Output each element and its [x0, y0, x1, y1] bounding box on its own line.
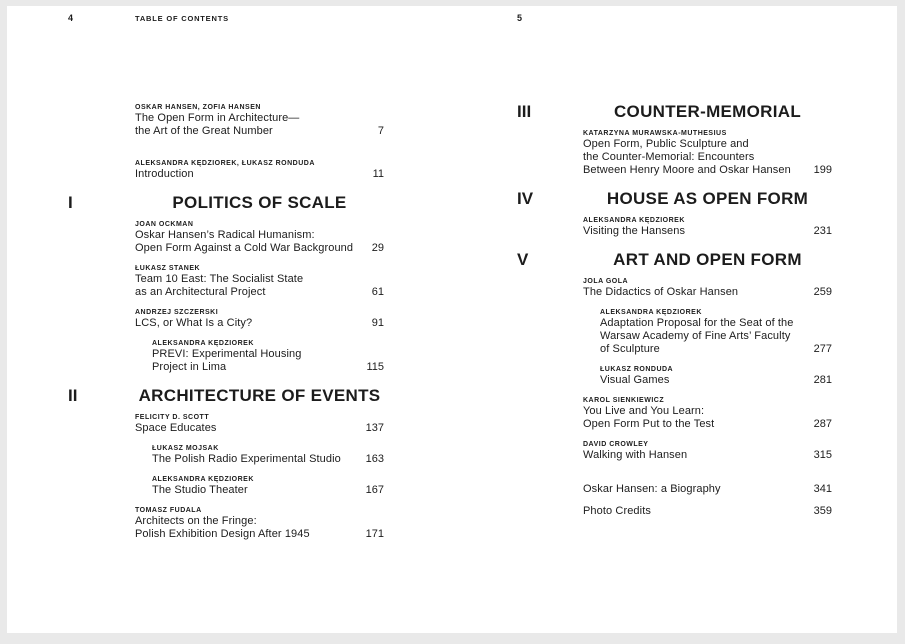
entry-author: ALEKSANDRA KĘDZIOREK	[600, 309, 702, 316]
toc-entry	[152, 339, 384, 374]
toc-entry	[583, 440, 832, 462]
entry-author: ŁUKASZ MOJSAK	[152, 445, 219, 452]
entry-page-number: 231	[813, 225, 832, 237]
entry-title-line: Polish Exhibition Design After 1945	[135, 528, 310, 540]
entry-page-number: 7	[377, 125, 384, 137]
entry-page-number: 287	[813, 418, 832, 430]
entry-row	[135, 422, 384, 435]
entry-page-number: 171	[365, 528, 384, 540]
entry-row	[600, 374, 832, 387]
entry-page-number: 315	[813, 449, 832, 461]
entry-row	[135, 317, 384, 330]
entry-author: ALEKSANDRA KĘDZIOREK	[152, 340, 254, 347]
toc-entry	[135, 103, 384, 138]
entry-author: JOAN OCKMAN	[135, 221, 194, 228]
section-numeral: I	[68, 193, 73, 212]
entry-title-line: Open Form, Public Sculpture and	[583, 138, 749, 150]
entry-title	[135, 168, 367, 181]
toc-section-heading	[517, 189, 832, 208]
section-title: POLITICS OF SCALE	[172, 193, 347, 212]
entry-row	[583, 286, 832, 299]
toc-entry	[135, 308, 384, 330]
toc-entry	[152, 444, 384, 466]
entry-author: DAVID CROWLEY	[583, 441, 649, 448]
entry-title	[583, 483, 808, 496]
entry-row	[135, 112, 384, 138]
toc-entry	[600, 308, 832, 356]
entry-title	[152, 348, 360, 374]
entry-title	[583, 286, 808, 299]
entry-title-line: Architects on the Fringe:	[135, 515, 257, 527]
entry-title	[583, 405, 808, 431]
section-title: COUNTER-MEMORIAL	[613, 102, 802, 121]
entry-page-number: 137	[365, 422, 384, 434]
entry-row	[583, 505, 832, 518]
entry-author: KATARZYNA MURAWSKA-MUTHESIUS	[583, 130, 727, 137]
entry-row	[583, 405, 832, 431]
entry-author: JOLA GOLA	[583, 278, 629, 285]
entry-page-number: 91	[371, 317, 384, 329]
toc-entry	[583, 505, 832, 518]
toc-entry	[600, 365, 832, 387]
toc-entry	[135, 159, 384, 181]
entry-author: ALEKSANDRA KĘDZIOREK, ŁUKASZ RONDUDA	[135, 160, 315, 167]
entry-title-line: Adaptation Proposal for the Seat of the	[600, 317, 794, 329]
toc-entry	[583, 129, 832, 177]
running-head-table-of-contents: TABLE OF CONTENTS	[135, 14, 229, 23]
entry-author: KAROL SIENKIEWICZ	[583, 397, 665, 404]
entry-page-number: 167	[365, 484, 384, 496]
entry-row	[583, 483, 832, 496]
entry-title	[152, 484, 360, 497]
entry-page-number: 163	[365, 453, 384, 465]
book-spread-page	[7, 6, 897, 633]
entry-page-number: 277	[813, 343, 832, 355]
entry-title-line: Space Educates	[135, 422, 217, 434]
entry-title-line: The Open Form in Architecture—	[135, 112, 300, 124]
entry-title-line: Project in Lima	[152, 361, 227, 373]
entry-title-line: LCS, or What Is a City?	[135, 317, 253, 329]
entry-title	[135, 515, 360, 541]
section-numeral: IV	[517, 189, 534, 208]
entry-row	[135, 515, 384, 541]
toc-entry	[583, 483, 832, 496]
entry-title	[583, 225, 808, 238]
entry-author: TOMASZ FUDALA	[135, 507, 202, 514]
entry-author: ALEKSANDRA KĘDZIOREK	[152, 476, 254, 483]
entry-page-number: 115	[366, 361, 384, 373]
entry-title	[135, 422, 360, 435]
entry-row	[152, 453, 384, 466]
entry-title-line: the Art of the Great Number	[135, 125, 273, 137]
toc-section-heading	[517, 102, 832, 121]
entry-page-number: 341	[813, 483, 832, 495]
entry-title-line: Open Form Put to the Test	[583, 418, 715, 430]
entry-title-line: PREVI: Experimental Housing	[152, 348, 302, 360]
entry-author: OSKAR HANSEN, ZOFIA HANSEN	[135, 104, 261, 111]
entry-title-line: Introduction	[135, 168, 194, 180]
entry-row	[152, 484, 384, 497]
entry-title-line: as an Architectural Project	[135, 286, 266, 298]
entry-page-number: 359	[813, 505, 832, 517]
entry-page-number: 29	[371, 242, 384, 254]
section-numeral: V	[517, 250, 529, 269]
entry-title	[583, 138, 808, 177]
entry-title-line: The Polish Radio Experimental Studio	[152, 453, 341, 465]
entry-title-line: Photo Credits	[583, 505, 651, 517]
left-page-number: 4	[68, 13, 74, 23]
entry-title-line: Oskar Hansen’s Radical Humanism:	[135, 229, 315, 241]
entry-title-line: Between Henry Moore and Oskar Hansen	[583, 164, 791, 176]
toc-section-heading	[517, 250, 832, 269]
toc-entry	[583, 396, 832, 431]
entry-title	[135, 229, 366, 255]
entry-page-number: 11	[372, 168, 384, 180]
section-title: HOUSE AS OPEN FORM	[606, 189, 809, 208]
toc-column-left	[68, 103, 384, 541]
section-numeral: II	[68, 386, 78, 405]
section-title: ARCHITECTURE OF EVENTS	[138, 386, 381, 405]
entry-author: ŁUKASZ STANEK	[135, 265, 201, 272]
entry-title-line: of Sculpture	[600, 343, 660, 355]
entry-author: ŁUKASZ RONDUDA	[600, 366, 674, 373]
entry-title-line: Open Form Against a Cold War Background	[135, 242, 354, 254]
entry-author: ANDRZEJ SZCZERSKI	[135, 309, 219, 316]
entry-title-line: The Didactics of Oskar Hansen	[583, 286, 739, 298]
entry-title-line: You Live and You Learn:	[583, 405, 705, 417]
toc-entry	[152, 475, 384, 497]
entry-page-number: 61	[371, 286, 384, 298]
entry-row	[583, 449, 832, 462]
entry-title-line: Walking with Hansen	[583, 449, 688, 461]
entry-author: FELICITY D. SCOTT	[135, 414, 210, 421]
toc-entry	[583, 277, 832, 299]
toc-entry	[135, 220, 384, 255]
entry-title-line: the Counter-Memorial: Encounters	[583, 151, 755, 163]
toc-entry	[583, 216, 832, 238]
entry-author: ALEKSANDRA KĘDZIOREK	[583, 217, 685, 224]
entry-title	[600, 317, 808, 356]
entry-title-line: Visiting the Hansens	[583, 225, 686, 237]
entry-title	[152, 453, 360, 466]
section-title: ART AND OPEN FORM	[613, 250, 802, 269]
toc-section-heading	[68, 386, 384, 405]
toc-entry	[135, 264, 384, 299]
entry-title	[583, 449, 808, 462]
entry-title	[135, 112, 372, 138]
toc-column-right	[517, 104, 832, 518]
toc-entry	[135, 506, 384, 541]
section-numeral: III	[517, 102, 532, 121]
entry-title	[135, 273, 366, 299]
entry-title-line: Team 10 East: The Socialist State	[135, 273, 304, 285]
toc-entry	[135, 413, 384, 435]
entry-row	[583, 225, 832, 238]
entry-title-line: The Studio Theater	[152, 484, 248, 496]
entry-row	[583, 138, 832, 177]
entry-page-number: 199	[813, 164, 832, 176]
entry-row	[152, 348, 384, 374]
entry-row	[135, 229, 384, 255]
entry-row	[600, 317, 832, 356]
right-page-number: 5	[517, 13, 523, 23]
entry-title-line: Warsaw Academy of Fine Arts’ Faculty	[600, 330, 791, 342]
entry-title	[583, 505, 808, 518]
entry-title-line: Oskar Hansen: a Biography	[583, 483, 721, 495]
entry-page-number: 281	[813, 374, 832, 386]
entry-row	[135, 168, 384, 181]
toc-section-heading	[68, 193, 384, 212]
entry-row	[135, 273, 384, 299]
entry-title	[600, 374, 808, 387]
entry-title	[135, 317, 366, 330]
entry-title-line: Visual Games	[600, 374, 670, 386]
entry-page-number: 259	[813, 286, 832, 298]
